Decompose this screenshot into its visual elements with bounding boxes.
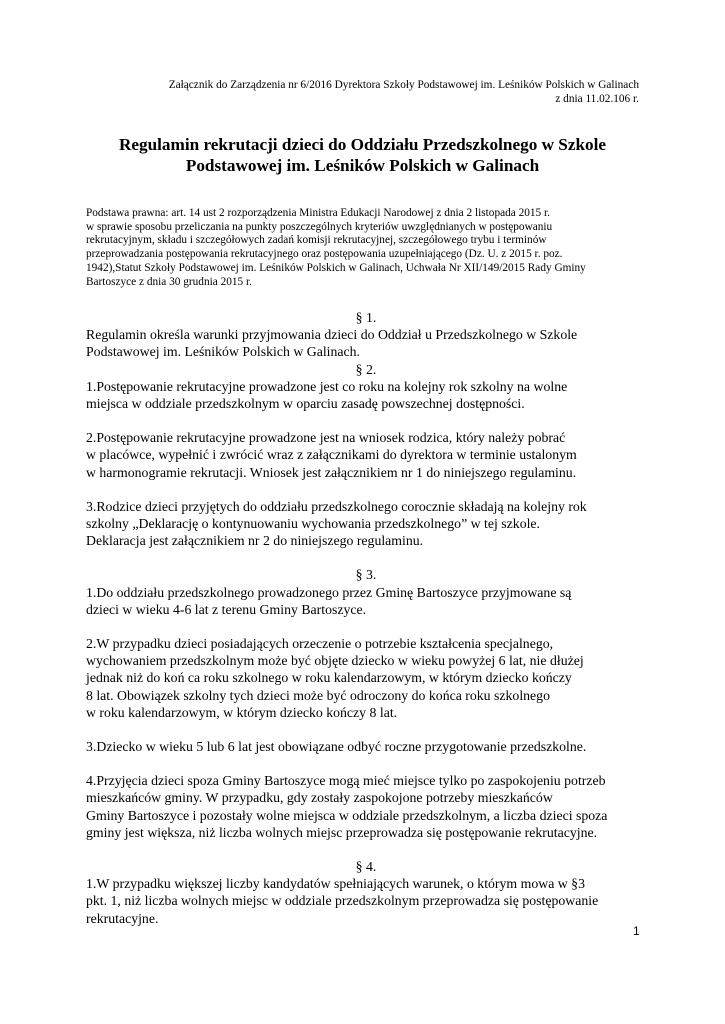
text-line: Regulamin określa warunki przyjmowania dzieci do Oddział u Przedszkolnego w Szkole — [86, 327, 578, 343]
text-line: 2.W przypadku dzieci posiadających orzeczenie o potrzebie kształcenia specjalnego, — [86, 636, 554, 652]
text-line: 8 lat. Obowiązek szkolny tych dzieci może być odroczony do końca roku szkolnego — [86, 687, 550, 703]
text-line: 1.Postępowanie rekrutacyjne prowadzone jest co roku na kolejny rok szkolny na wolne — [86, 378, 568, 394]
text-line: rekrutacyjne. — [86, 910, 159, 926]
legal-basis-line: przeprowadzania postępowania rekrutacyjnego oraz postępowania uzupełniającego (Dz. U. z 2015 r. poz. — [86, 248, 563, 261]
legal-basis-line: w sprawie sposobu przeliczania na punkty poszczególnych kryteriów uwzględnianych w postępowaniu — [86, 220, 553, 233]
section-3-paragraph-3 — [86, 738, 646, 755]
page-number: 1 — [633, 924, 640, 938]
text-line: 1.W przypadku większej liczby kandydatów spełniających warunek, o którym mowa w §3 — [86, 876, 585, 892]
attachment-note — [79, 78, 639, 106]
section-2-paragraph-2 — [86, 429, 646, 481]
section-3-paragraph-4 — [86, 772, 646, 841]
text-line: dzieci w wieku 4-6 lat z terenu Gminy Bartoszyce. — [86, 601, 367, 617]
section-4-heading: § 4. — [355, 859, 377, 875]
section-1-paragraph-1 — [86, 326, 646, 360]
text-line: mieszkańców gminy. W przypadku, gdy zostały zaspokojone potrzeby mieszkańców — [86, 790, 553, 806]
text-line: jednak niż do koń ca roku szkolnego w roku kalendarzowym, w którym dziecko kończy — [86, 670, 572, 686]
section-1-heading: § 1. — [355, 310, 377, 325]
legal-basis-line: Podstawa prawna: art. 14 ust 2 rozporządzenia Ministra Edukacji Narodowej z dnia 2 listopada 2015 r. — [86, 207, 550, 219]
text-line: 3.Dziecko w wieku 5 lub 6 lat jest obowiązane odbyć roczne przygotowanie przedszkolne. — [86, 739, 587, 755]
legal-basis-line: Bartoszyce z dnia 30 grudnia 2015 r. — [86, 275, 252, 288]
section-3-heading: § 3. — [355, 567, 377, 583]
text-line: 3.Rodzice dzieci przyjętych do oddziału przedszkolnego corocznie składają na kolejny rok — [86, 498, 587, 514]
text-line: wychowaniem przedszkolnym może być objęte dziecko w wieku powyżej 6 lat, nie dłużej — [86, 653, 584, 669]
text-line: miejsca w oddziale przedszkolnym w oparciu zasadę powszechnej dostępności. — [86, 396, 525, 412]
text-line: 4.Przyjęcia dzieci spoza Gminy Bartoszyce mogą mieć miejsce tylko po zaspokojeniu potrzeb — [86, 773, 606, 789]
text-line: szkolny „Deklarację o kontynuowaniu wychowania przedszkolnego” w tej szkole. — [86, 516, 540, 532]
title-line: Regulamin rekrutacji dzieci do Oddziału Przedszkolnego w Szkole — [118, 135, 607, 154]
legal-basis-line: rekrutacyjnym, składu i szczegółowych zadań komisji rekrutacyjnej, szczegółowego trybu i terminów — [86, 234, 547, 247]
title-line: Podstawowej im. Leśników Polskich w Galinach — [185, 156, 540, 175]
section-2-heading: § 2. — [355, 361, 377, 377]
text-line: pkt. 1, niż liczba wolnych miejsc w oddziale przedszkolnym przeprowadza się postępowanie — [86, 893, 599, 909]
text-line: Podstawowej im. Leśników Polskich w Galinach. — [86, 344, 360, 360]
document-title — [60, 134, 665, 176]
attachment-note-date: z dnia 11.02.106 r. — [555, 93, 639, 105]
section-3-paragraph-1 — [86, 584, 646, 618]
text-line: w harmonogramie rekrutacji. Wniosek jest załącznikiem nr 1 do niniejszego regulaminu. — [86, 464, 577, 480]
section-4-paragraph-1 — [86, 875, 646, 927]
text-line: w placówce, wypełnić i zwrócić wraz z załącznikami do dyrektora w terminie ustalonym — [86, 447, 577, 463]
text-line: 2.Postępowanie rekrutacyjne prowadzone jest na wniosek rodzica, który należy pobrać — [86, 430, 566, 446]
section-2-paragraph-3 — [86, 498, 646, 550]
text-line: 1.Do oddziału przedszkolnego prowadzonego przez Gminę Bartoszyce przyjmowane są — [86, 584, 572, 600]
legal-basis-line: 1942),Statut Szkoły Podstawowej im. Leśników Polskich w Galinach, Uchwała Nr XII/149/2015 Rady Gminy — [86, 261, 586, 274]
section-3-paragraph-2 — [86, 635, 646, 721]
section-2-paragraph-1 — [86, 378, 646, 412]
text-line: Deklaracja jest załącznikiem nr 2 do niniejszego regulaminu. — [86, 533, 424, 549]
text-line: gminy jest większa, niż liczba wolnych miejsc przeprowadza się postępowanie rekrutacyjne. — [86, 824, 598, 840]
text-line: w roku kalendarzowym, w którym dziecko kończy 8 lat. — [86, 704, 398, 720]
text-line: Gminy Bartoszyce i pozostały wolne miejsca w oddziale przedszkolnym, a liczba dzieci spoza — [86, 807, 608, 823]
legal-basis — [86, 207, 639, 289]
attachment-note-line: Załącznik do Zarządzenia nr 6/2016 Dyrektora Szkoły Podstawowej im. Leśników Polskich w Galinach — [168, 79, 639, 91]
regulation-body — [86, 309, 646, 927]
